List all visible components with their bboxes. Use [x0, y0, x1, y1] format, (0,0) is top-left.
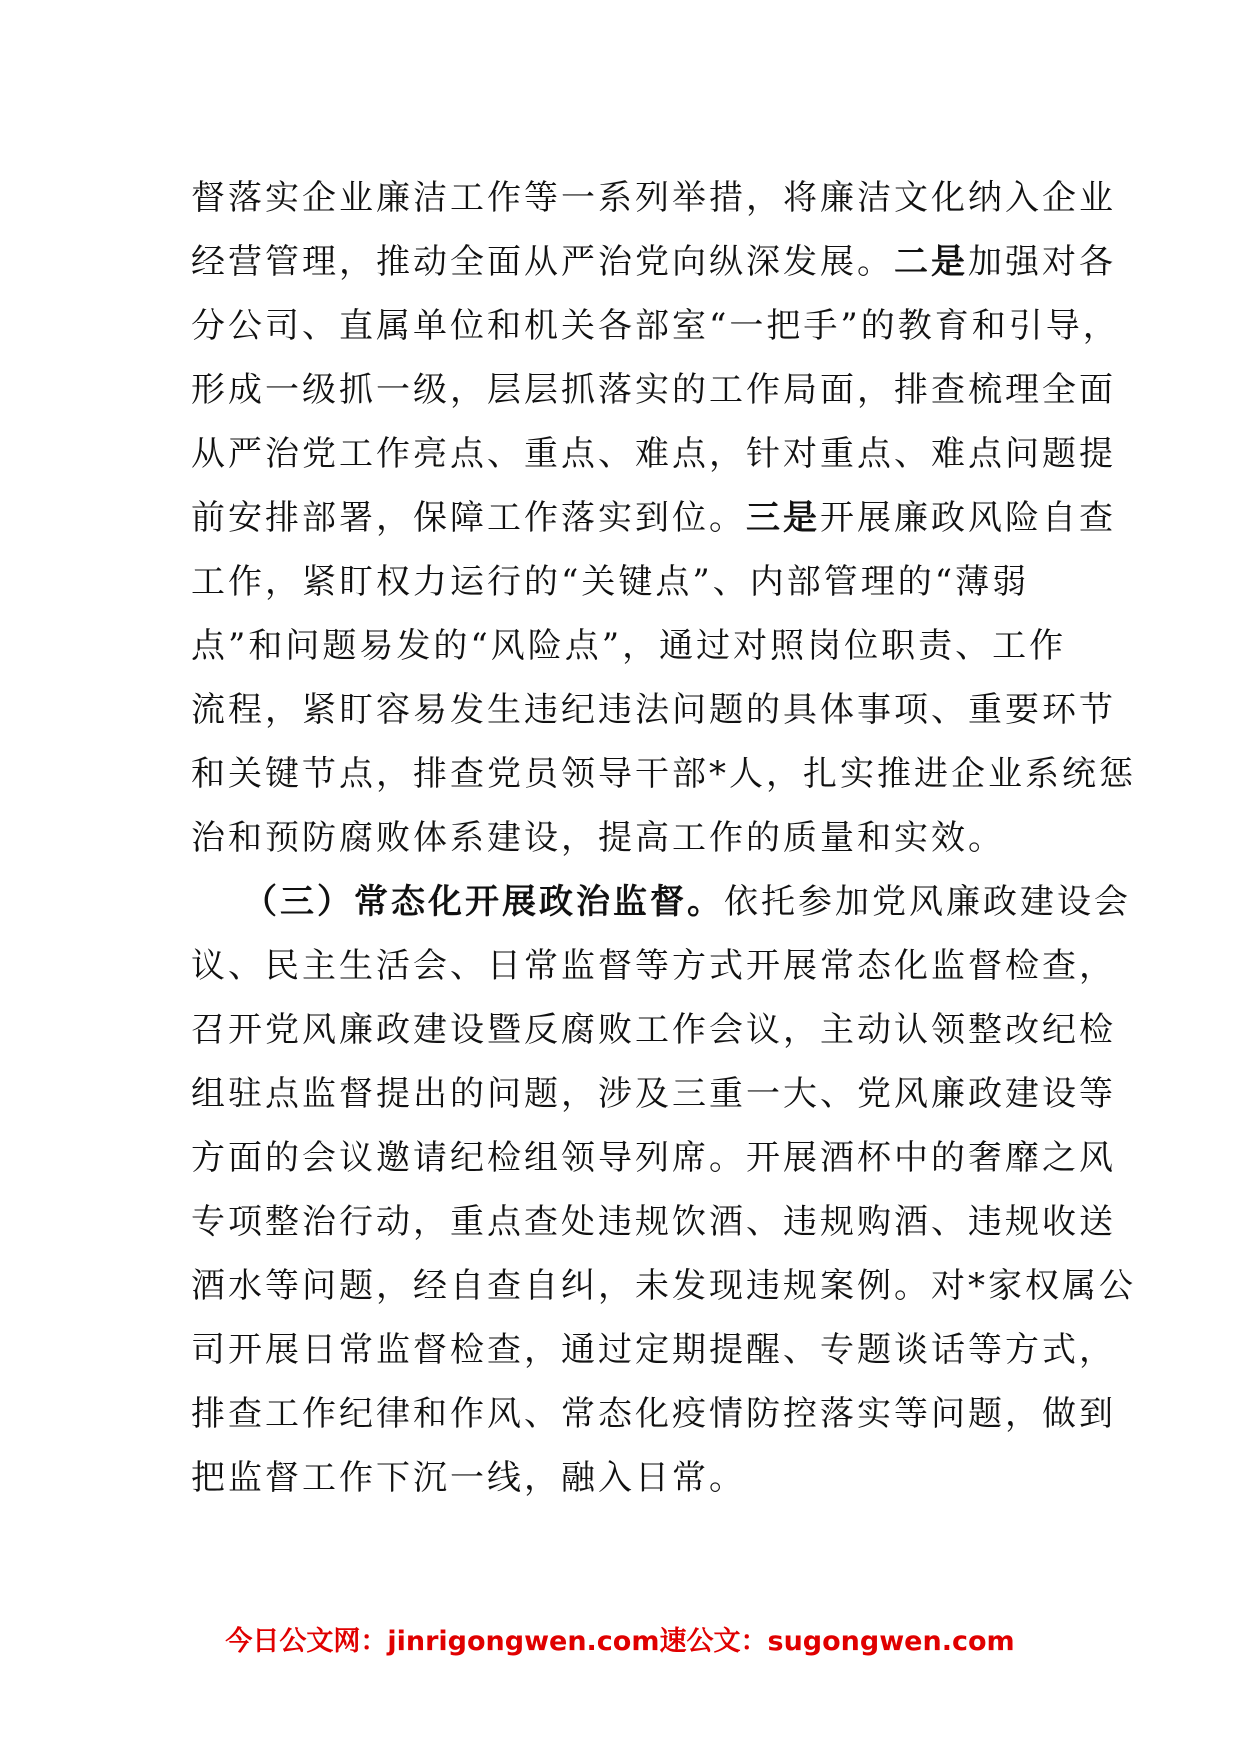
text-line-4: 形成一级抓一级，层层抓落实的工作局面，排查梳理全面 [191, 370, 1116, 410]
footer-site1-link[interactable]: jinrigongwen.com [387, 1626, 660, 1657]
footer-site2-link[interactable]: sugongwen.com [767, 1626, 1015, 1657]
text-line-14: 召开党风廉政建设暨反腐败工作会议，主动认领整改纪检 [191, 1010, 1116, 1050]
text-line-5: 从严治党工作亮点、重点、难点，针对重点、难点问题提 [191, 434, 1116, 474]
text-line-18: 酒水等问题，经自查自纠，未发现违规案例。对*家权属公 [191, 1266, 1136, 1306]
text-line-2: 经营管理，推动全面从严治党向纵深发展。二是加强对各 [191, 242, 1116, 282]
footer-watermark [0, 1619, 1240, 1658]
item-marker-three: 三是 [746, 498, 820, 538]
text-line-7: 工作，紧盯权力运行的“关键点”、内部管理的“薄弱 [191, 562, 1030, 602]
section-heading-line: （三）常态化开展政治监督。依托参加党风廉政建设会 [243, 882, 1131, 922]
text-line-9: 流程，紧盯容易发生违纪违法问题的具体事项、重要环节 [191, 690, 1116, 730]
text-line-10: 和关键节点，排查党员领导干部*人，扎实推进企业系统惩 [191, 754, 1136, 794]
text-line-17: 专项整治行动，重点查处违规饮酒、违规购酒、违规收送 [191, 1202, 1116, 1242]
footer-site2-label: 速公文： [659, 1626, 768, 1657]
footer-site1-label: 今日公文网： [225, 1626, 388, 1657]
text-line-21: 把监督工作下沉一线，融入日常。 [191, 1458, 746, 1498]
text-line-16: 方面的会议邀请纪检组领导列席。开展酒杯中的奢靡之风 [191, 1138, 1116, 1178]
text-line-11: 治和预防腐败体系建设，提高工作的质量和实效。 [191, 818, 1005, 858]
document-body [191, 166, 1136, 1510]
text-line-20: 排查工作纪律和作风、常态化疫情防控落实等问题，做到 [191, 1394, 1116, 1434]
section-heading: （三）常态化开展政治监督。 [243, 882, 724, 922]
text-line-1: 督落实企业廉洁工作等一系列举措，将廉洁文化纳入企业 [191, 178, 1116, 218]
text-line-3: 分公司、直属单位和机关各部室“一把手”的教育和引导， [191, 306, 1120, 346]
text-line-6: 前安排部署，保障工作落实到位。三是开展廉政风险自查 [191, 498, 1116, 538]
item-marker-two: 二是 [894, 242, 968, 282]
text-line-13: 议、民主生活会、日常监督等方式开展常态化监督检查， [191, 946, 1116, 986]
text-line-8: 点”和问题易发的“风险点”，通过对照岗位职责、工作 [191, 626, 1067, 666]
text-line-19: 司开展日常监督检查，通过定期提醒、专题谈话等方式， [191, 1330, 1116, 1370]
text-line-15: 组驻点监督提出的问题，涉及三重一大、党风廉政建设等 [191, 1074, 1116, 1114]
